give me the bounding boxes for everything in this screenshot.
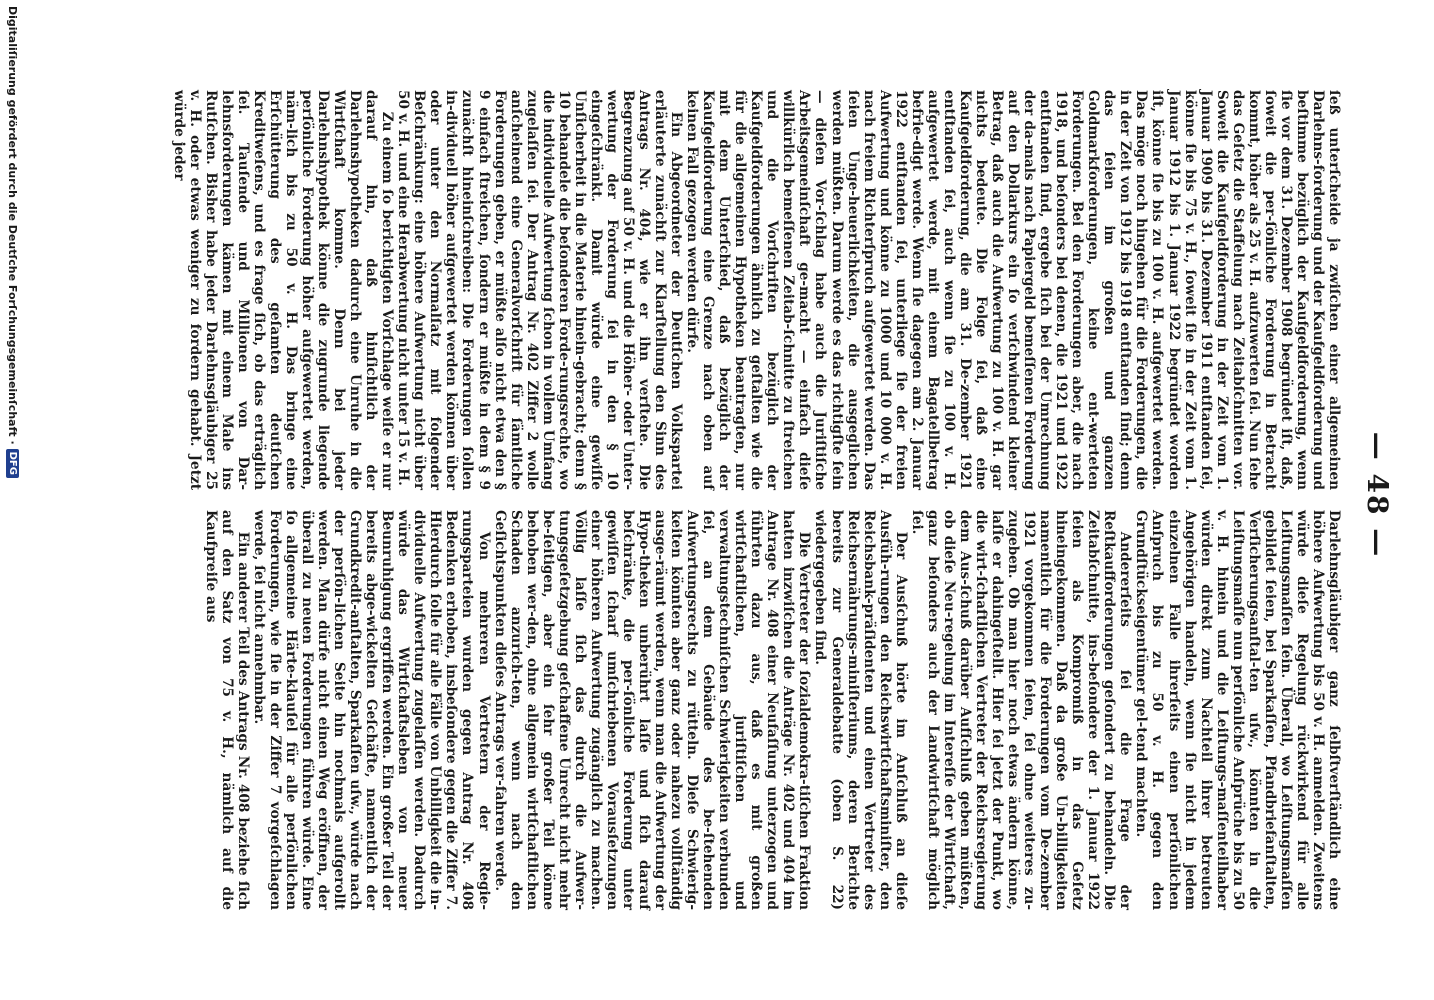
text-column-right (203, 510, 1342, 910)
paragraph: Darlehnsgläubiger ganz ſelbſtverſtändlich eine höhere Aufwertung bis 50 v. H. anmelden. Zweitens würde dieſe Regelung rückwirkend für alle Leiſtungsmaſſen ſein. Überall, wo Leiſtungsmaſſen gebildet ſeien, bei Sparkaſſen, Pfandbriefanſtalten, Verſicherungsanſtal-ten uſw., könnten in die Leiſtungsmaſſe nun perſönliche Anſprüche bis zu 50 v. H. hinein und die Leiſtungs-maſſenteilhaber würden direkt zum Nachteil ihrer betreuten Angehörigen handeln, wenn ſie nicht in jedem einzelnen Falle ihrerſeits einen perſönlichen Anſpruch bis zu 50 v. H. gegen den Grundſtückseigentümer gel-tend machten. (1133, 510, 1342, 910)
paragraph: Der Ausſchuß hörte im Anſchluß an dieſe Ausfüh-rungen den Reichswirtſchaftsminiſter, den Reichsbank-präſidenten und einen Vertreter des Reichsernährungs-miniſteriums, deren Berichte bereits zur Generaldebatte (oben S. 22) wiedergegeben ſind. (812, 510, 909, 910)
paragraph: Zu einem ſo berichtigten Vorſchlage weiſe er nur darauf hin, daß hinſichtlich der Darlehnshypotheken dadurch eine Unruhe in die Wirtſchaft komme. Denn bei jeder Darlehnshypothek könne die zugrunde liegende perſönliche Forderung höher aufgewertet werden, näm-lich bis zu 50 v. H. Das bringe eine Erſchütterung des geſamten deutſchen Kreditweſens, und es frage ſich, ob das erträglich ſei. Tauſende und Millionen von Dar-lehnsforderungen kämen mit einem Male ins Rutſchen. Bisher habe jeder Darlehnsgläubiger 25 v. H. oder etwas weniger zu fordern gehabt. Jetzt würde jeder (170, 90, 396, 490)
paragraph: Ein Abgeordneter der Deutſchen Volkspartei erläuterte zunächſt zur Klarſtellung den Sinn des Antrags Nr. 404, wie er ihn verſtehe. Die Begrenzung auf 50 v. H. und die Höher- oder Unter-wertung der Forderung ſei in den § 10 eingeſchränkt. Damit würde eine gewiſſe Unſicherheit in die Materie hinein-gebracht; denn § 10 behandele die beſonderen Forde-rungsrechte, wo die individuelle Aufwertung ſchon in vollem Umfang zugelaſſen ſei. Der Antrag Nr. 402 Ziffer 2 wolle anſcheinend eine Generalvorſchrift für ſämtliche Forderungen geben, er müßte alſo nicht etwa den § 9 einfach ſtreichen, ſondern er müßte in dem § 9 zunächſt hineinſchreiben: Die Forderungen ſollen in-dividuell höher aufgewertet werden können über oder unter den Normalſatz mit folgender Beſchränkung: eine höhere Aufwertung nicht über 50 v. H. und eine Herabwertung nicht unter 15 v. H. (395, 90, 685, 490)
paragraph: ſeß unterſcheide ja zwiſchen einer allgemeinen Darlehns-forderung und der Kaufgeldforderung und beſtimme bezüglich der Kaufgeldforderung, wenn ſie vor dem 31. Dezember 1908 begründet iſt, daß, ſoweit die per-ſönliche Forderung in Betracht kommt, höher als 25 v. H. aufzuwerten ſei. Nun ſehe das Geſetz die Staffelung nach Zeitabſchnitten vor. Soweit die Kaufgeldforderung in der Zeit vom 1. Januar 1909 bis 31. Dezember 1911 entſtanden ſei, könne ſie bis 75 v. H., ſoweit ſie in der Zeit vom 1. Januar 1912 bis 1. Januar 1922 begründet worden iſt, könne ſie bis zu 100 v. H. aufgewertet werden. Das möge noch hingehen für die Forderungen, die in der Zeit von 1912 bis 1918 entſtanden ſind; denn das ſeien im großen und ganzen Goldmarkforderungen, keine ent-werteten Forderungen. Bei den Forderungen aber, die nach 1918, und beſonders bei denen, die 1921 und 1922 entſtanden ſind, ergebe ſich bei der Umrechnung der da-mals nach Papiergeld bemeſſenen Forderung auf den Dollarkurs ein ſo verſchwindend kleiner Betrag, daß auch die Aufwertung zu 100 v. H. gar nichts bedeute. Die Folge ſei, daß eine Kaufgeldforderung, die am 31. De-zember 1921 entſtanden ſei, auch wenn ſie zu 100 v. H. aufgewertet werde, mit einem Bagatellbetrag befrie-digt werde. Wenn ſie dagegen am 2. Januar 1922 entſtanden ſei, unterliege ſie der freien Aufwertung und könne zu 1000 und 10 000 v. H. nach freiem Richterſpruch aufgewertet werden. Das ſeien Unge-heuerlichkeiten, die ausgeglichen werden müßten. Darum werde es das richtigſte ſein — dieſen Vor-ſchlag habe auch die Juriſtiſche Arbeitsgemeinſchaft ge-macht — einfach dieſe willkürlich bemeſſenen Zeitab-ſchnitte zu ſtreichen und die Vorſchriften bezüglich der Kaufgeldforderungen ähnlich zu geſtalten wie die für die allgemeinen Hypotheken beantragten, nur mit dem Unterſchied, daß bezüglich der Kaufgeldforderung eine Grenze nach oben auf keinen Fall gezogen werden dürfe. (684, 90, 1342, 490)
credit-text: Digitaliſierung gefördert durch die Deutſche Forſchungsgemeinſchaft · (6, 6, 20, 445)
paragraph: Die Vertreter der ſozialdemokra-tiſchen Fraktion hatten inzwiſchen die Anträge Nr. 402 und 404 im Antrage Nr. 408 einer Neufaſſung unterzogen und führten dazu aus, daß es mit großen wirtſchaftlichen, juriſtiſchen und verwaltungstechniſchen Schwierigkeiten verbunden ſei, an dem Gebäude des be-ſtehenden Aufwertungsrechts zu rütteln. Dieſe Schwierig-keiten könnten aber ganz oder nahezu vollſtändig ausge-räumt werden, wenn man die Aufwertung der Hypo-theken unberührt laſſe und ſich darauf beſchränke, die per-ſönliche Forderung unter gewiſſen ſcharf umſchriebenen Vorausſetzungen einer höheren Aufwertung zugänglich zu machen. Völlig laſſe ſich das durch die Aufwer-tungsgeſetzgebung geſchaffene Unrecht nicht mehr be-ſeitigen, aber ein ſehr großer Teil könne behoben wer-den, ohne allgemein wirtſchaftlichen Schaden anzurich-ten, wenn nach den Geſichtspunkten dieſes Antrags ver-fahren werde. (491, 510, 813, 910)
digitization-credit (0, 0, 26, 1000)
dfg-logo: DFG (7, 449, 20, 478)
paragraph: Andererſeits ſei die Frage der Reſtkaufforderungen geſondert zu behandeln. Die Zeitabſchnitte, ins-beſondere der 1. Januar 1922 ſeien als Kompromiß in das Geſetz hineingekommen. Daß da große Un-billigkeiten namentlich für die Forderungen vom De-zember 1921 vorgekommen ſeien, ſei ohne weiteres zu-zugeben. Ob man hier noch etwas ändern könne, laſſe er dahingeſtellt. Hier ſei jetzt der Punkt, wo die wirt-ſchaftlichen Vertreter der Reichsregierung dem Aus-ſchuß darüber Aufſchluß geben müßten, ob dieſe Neu-regelung im Intereſſe der Wirtſchaft, ganz beſonders auch der Landwirtſchaft möglich ſei. (908, 510, 1134, 910)
page-number: — 48 — (1361, 431, 1394, 559)
paragraph: Von mehreren Vertretern der Regie-rungsparteien wurden gegen Antrag Nr. 408 Bedenken erhoben, insbeſondere gegen die Ziffer 7. Hierdurch ſolle für alle Fälle von Unbilligkeit die in-dividuelle Aufwertung zugelaſſen werden. Dadurch würde das Wirtſchaftsleben von neuer Beunruhigung ergriffen werden. Ein großer Teil der bereits abge-wickelten Geſchäfte, namentlich der Grundkredit-anſtalten, Sparkaſſen uſw., würde nach der perſön-lichen Seite hin nochmals aufgerollt werden. Man dürfe nicht einen Weg eröffnen, der überall zu neuen Forderungen führen würde. Eine ſo allgemeine Härte-klauſel für alle perſönlichen Forderungen, wie ſie in der Ziffer 7 vorgeſchlagen werde, ſei nicht annehmbar. (250, 510, 492, 910)
paragraph: Ein anderer Teil des Antrags Nr. 408 beziehe ſich auf den Satz von 75 v. H., nämlich auf die Kaufpreiſe aus (202, 510, 251, 910)
text-column-left (171, 90, 1342, 490)
